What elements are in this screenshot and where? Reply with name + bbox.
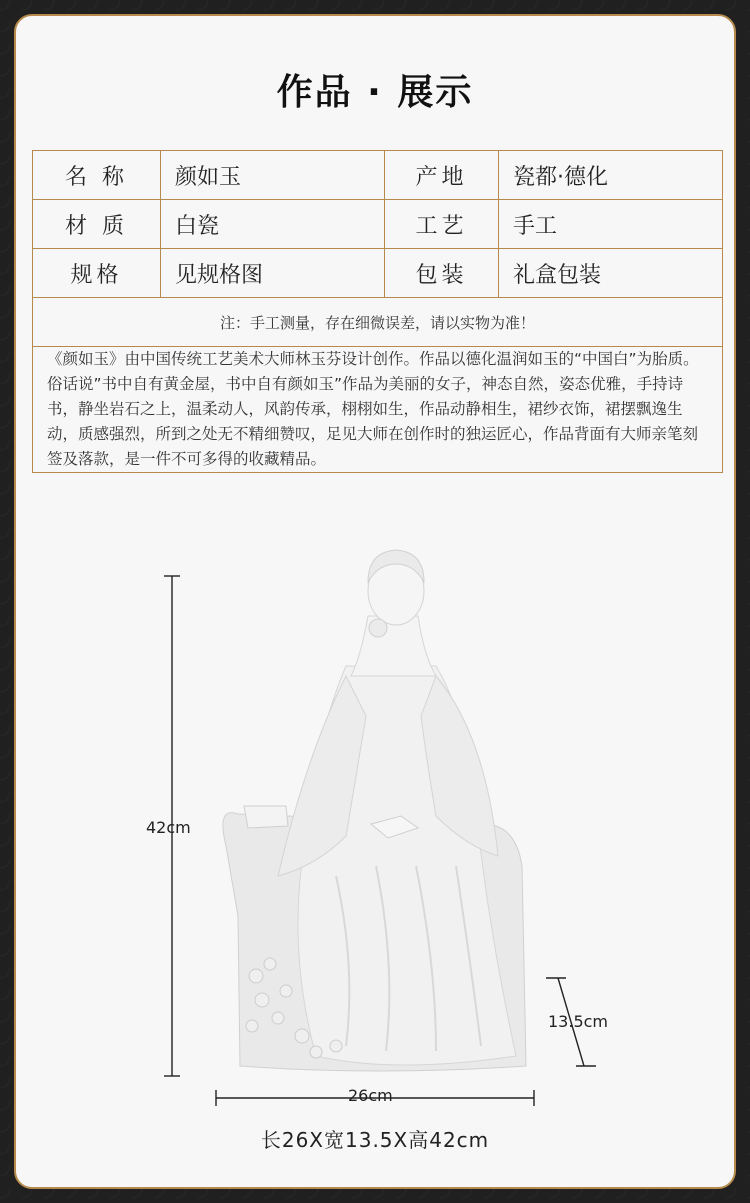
spec-key: 工艺 [385,200,499,249]
porcelain-statue [223,550,526,1071]
spec-key: 名 称 [33,151,161,200]
spec-value: 见规格图 [161,249,385,298]
page-title: 作品 · 展示 [276,72,474,113]
product-card [14,14,736,1189]
spec-key: 产地 [385,151,499,200]
depth-label: 13.5cm [548,1012,609,1031]
measurement-note: 注：手工测量，存在细微误差，请以实物为准！ [33,298,723,347]
product-description: 《颜如玉》由中国传统工艺美术大师林玉芬设计创作。作品以德化温润如玉的“中国白”为胎质。俗话说”书中自有黄金屋，书中自有颜如玉”作品为美丽的女子，神态自然，姿态优雅，手持诗书，静坐岩石之上，温柔动人，风韵传承，栩栩如生，作品动静相生，裙纱衣饰，裙摆飘逸生动，质感强烈，所到之处无不精细赞叹，足见大师在创作时的独运匠心，作品背面有大师亲笔刻签及落款，是一件不可多得的收藏精品。 [33,347,723,473]
spec-key: 规格 [33,249,161,298]
spec-key: 材 质 [33,200,161,249]
product-figure [16,16,736,1189]
size-summary: 长26X宽13.5X高42cm [260,1128,490,1152]
height-label: 42cm [146,818,191,837]
width-label: 26cm [348,1086,393,1105]
spec-key: 包装 [385,249,499,298]
spec-value: 白瓷 [161,200,385,249]
spec-value: 礼盒包装 [499,249,723,298]
spec-value: 手工 [499,200,723,249]
spec-value: 瓷都·德化 [499,151,723,200]
spec-value: 颜如玉 [161,151,385,200]
